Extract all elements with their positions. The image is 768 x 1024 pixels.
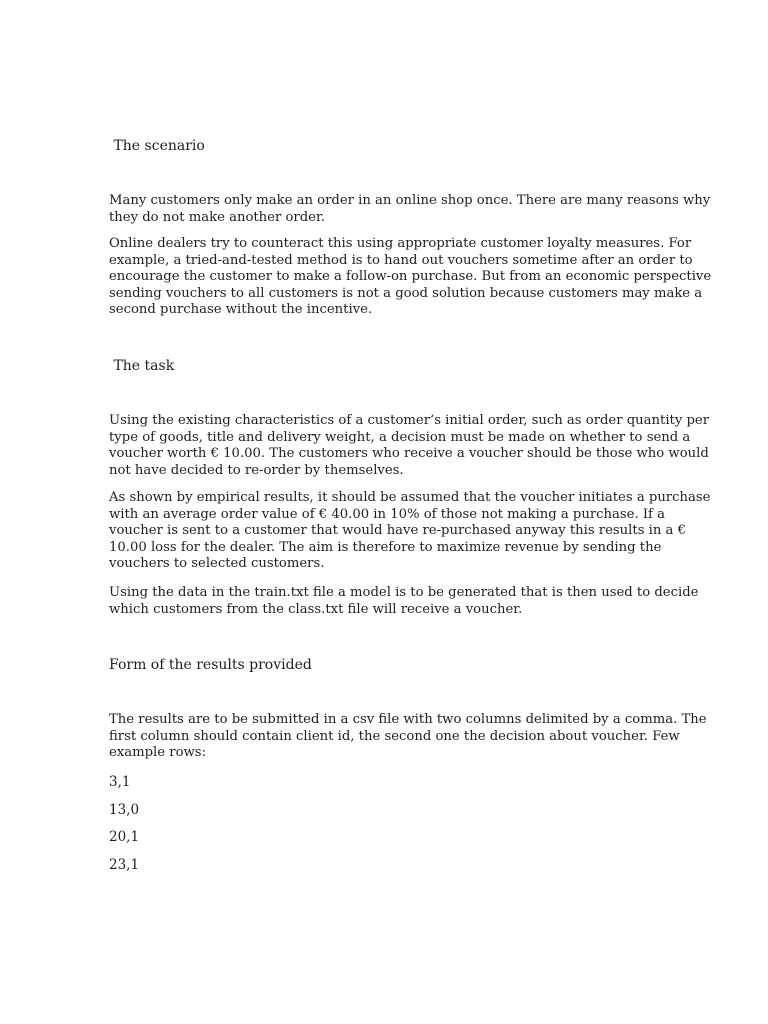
task-paragraph-3: Using the data in the train.txt file a model is to be generated that is then used to decide which customers from the class.txt file will receive a voucher. xyxy=(109,585,699,617)
example-row: 20,1 xyxy=(109,829,140,845)
scenario-paragraph-1: Many customers only make an order in an online shop once. There are many reasons why they do not make another order. xyxy=(109,193,711,225)
example-row: 3,1 xyxy=(109,774,131,790)
task-heading: The task xyxy=(109,358,175,374)
example-row: 13,0 xyxy=(109,802,140,818)
scenario-heading: The scenario xyxy=(109,138,205,154)
example-row: 23,1 xyxy=(109,857,140,873)
results-heading: Form of the results provided xyxy=(109,657,312,673)
task-paragraph-1: Using the existing characteristics of a customer‘s initial order, such as order quantity per type of goods, title and delivery weight, a decision must be made on whether to send a voucher worth € 10.00. The customers who receive a voucher should be those who would not have decided to re-order by themselves. xyxy=(109,413,710,478)
task-paragraph-2: As shown by empirical results, it should be assumed that the voucher initiates a purchase with an average order value of € 40.00 in 10% of those not making a purchase. If a voucher is sent to a customer that would have re-purchased anyway this results in a € 10.00 loss for the dealer. The aim is therefore to maximize revenue by sending the vouchers to selected customers. xyxy=(109,490,711,572)
results-paragraph-1: The results are to be submitted in a csv file with two columns delimited by a comma. The first column should contain client id, the second one the decision about voucher. Few example rows: xyxy=(109,712,707,761)
scenario-paragraph-2: Online dealers try to counteract this using appropriate customer loyalty measures. For example, a tried-and-tested method is to hand out vouchers sometime after an order to encourage the customer to make a follow-on purchase. But from an economic perspective sending vouchers to all customers is not a good solution because customers may make a second purchase without the incentive. xyxy=(109,236,712,318)
